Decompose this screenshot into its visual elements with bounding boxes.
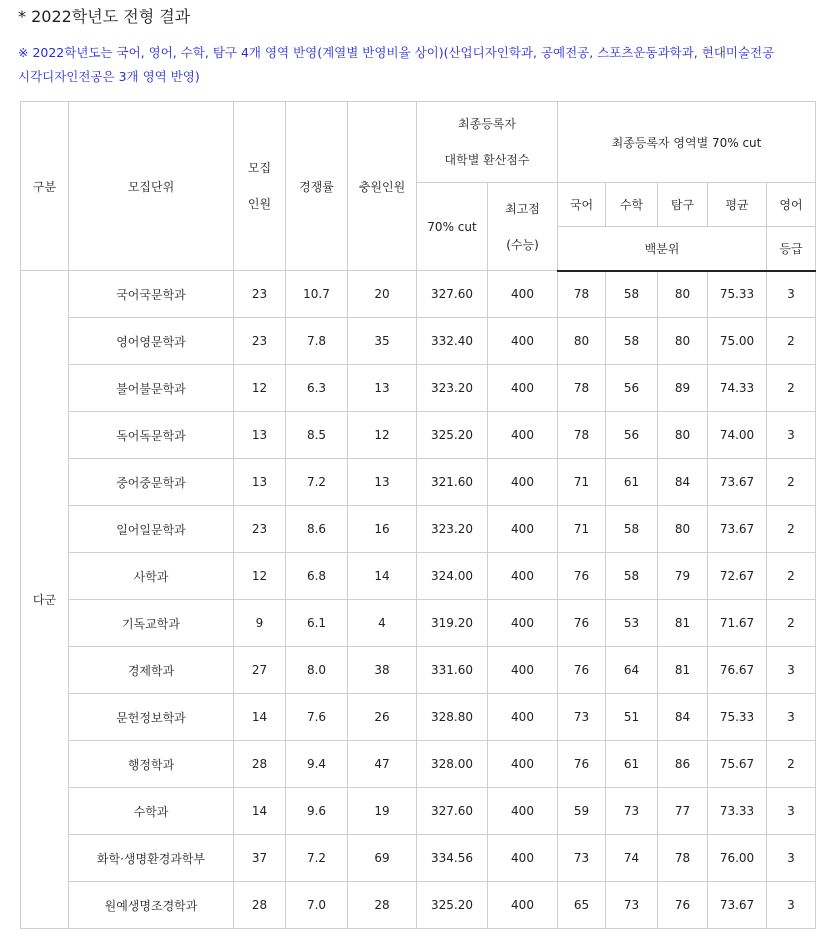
- english-grade-cell: 2: [767, 741, 816, 788]
- additional-cell: 47: [348, 741, 417, 788]
- unit-cell: 국어국문학과: [69, 271, 234, 318]
- korean-cell: 71: [558, 459, 606, 506]
- max-score-cell: 400: [488, 882, 558, 929]
- additional-cell: 13: [348, 459, 417, 506]
- average-cell: 73.33: [708, 788, 767, 835]
- additional-cell: 14: [348, 553, 417, 600]
- max-score-cell: 400: [488, 835, 558, 882]
- header-percentile: 백분위: [558, 227, 767, 271]
- korean-cell: 76: [558, 647, 606, 694]
- table-row: [21, 600, 816, 647]
- header-max-line1: 최고점: [505, 201, 540, 216]
- competition-cell: 6.8: [286, 553, 348, 600]
- max-score-cell: 400: [488, 788, 558, 835]
- quota-cell: 12: [234, 553, 286, 600]
- inquiry-cell: 84: [658, 694, 708, 741]
- max-score-cell: 400: [488, 600, 558, 647]
- max-score-cell: 400: [488, 647, 558, 694]
- header-english-grade: 등급: [767, 227, 816, 271]
- header-inquiry: 탐구: [658, 183, 708, 227]
- average-cell: 72.67: [708, 553, 767, 600]
- inquiry-cell: 76: [658, 882, 708, 929]
- additional-cell: 12: [348, 412, 417, 459]
- competition-cell: 6.1: [286, 600, 348, 647]
- header-math: 수학: [606, 183, 658, 227]
- max-score-cell: 400: [488, 365, 558, 412]
- korean-cell: 76: [558, 600, 606, 647]
- unit-cell: 중어중문학과: [69, 459, 234, 506]
- competition-cell: 8.5: [286, 412, 348, 459]
- average-cell: 71.67: [708, 600, 767, 647]
- cut70-cell: 325.20: [417, 412, 488, 459]
- notice-text: [18, 41, 836, 89]
- table-row: [21, 647, 816, 694]
- table-row: [21, 271, 816, 318]
- inquiry-cell: 78: [658, 835, 708, 882]
- quota-cell: 27: [234, 647, 286, 694]
- cut70-cell: 321.60: [417, 459, 488, 506]
- competition-cell: 7.0: [286, 882, 348, 929]
- additional-cell: 19: [348, 788, 417, 835]
- unit-cell: 일어일문학과: [69, 506, 234, 553]
- notice-line: ※ 2022학년도는 국어, 영어, 수학, 탐구 4개 영역 반영(계열별 반영비율 상이)(산업디자인학과, 공예전공, 스포츠운동과학과, 현대미술전공: [18, 45, 775, 60]
- table-row: [21, 788, 816, 835]
- math-cell: 56: [606, 412, 658, 459]
- quota-cell: 23: [234, 506, 286, 553]
- english-grade-cell: 2: [767, 365, 816, 412]
- math-cell: 73: [606, 882, 658, 929]
- additional-cell: 4: [348, 600, 417, 647]
- math-cell: 58: [606, 318, 658, 365]
- english-grade-cell: 3: [767, 882, 816, 929]
- english-grade-cell: 2: [767, 600, 816, 647]
- competition-cell: 6.3: [286, 365, 348, 412]
- table-row: [21, 506, 816, 553]
- inquiry-cell: 79: [658, 553, 708, 600]
- math-cell: 74: [606, 835, 658, 882]
- cut70-cell: 328.80: [417, 694, 488, 741]
- unit-cell: 불어불문학과: [69, 365, 234, 412]
- competition-cell: 8.6: [286, 506, 348, 553]
- korean-cell: 78: [558, 271, 606, 318]
- inquiry-cell: 80: [658, 506, 708, 553]
- max-score-cell: 400: [488, 553, 558, 600]
- average-cell: 73.67: [708, 459, 767, 506]
- inquiry-cell: 81: [658, 600, 708, 647]
- competition-cell: 8.0: [286, 647, 348, 694]
- inquiry-cell: 77: [658, 788, 708, 835]
- cut70-cell: 328.00: [417, 741, 488, 788]
- unit-cell: 원예생명조경학과: [69, 882, 234, 929]
- max-score-cell: 400: [488, 318, 558, 365]
- korean-cell: 76: [558, 741, 606, 788]
- header-final-score-line2: 대학별 환산점수: [444, 153, 530, 167]
- max-score-cell: 400: [488, 459, 558, 506]
- unit-cell: 행정학과: [69, 741, 234, 788]
- max-score-cell: 400: [488, 506, 558, 553]
- header-english: 영어: [767, 183, 816, 227]
- quota-cell: 12: [234, 365, 286, 412]
- english-grade-cell: 3: [767, 788, 816, 835]
- average-cell: 75.67: [708, 741, 767, 788]
- header-max: [488, 183, 558, 271]
- table-row: [21, 365, 816, 412]
- cut70-cell: 323.20: [417, 506, 488, 553]
- additional-cell: 28: [348, 882, 417, 929]
- average-cell: 76.00: [708, 835, 767, 882]
- math-cell: 64: [606, 647, 658, 694]
- cut70-cell: 332.40: [417, 318, 488, 365]
- quota-cell: 9: [234, 600, 286, 647]
- table-row: [21, 741, 816, 788]
- inquiry-cell: 84: [658, 459, 708, 506]
- header-unit: 모집단위: [69, 102, 234, 271]
- math-cell: 58: [606, 553, 658, 600]
- math-cell: 58: [606, 271, 658, 318]
- inquiry-cell: 81: [658, 647, 708, 694]
- additional-cell: 26: [348, 694, 417, 741]
- average-cell: 75.00: [708, 318, 767, 365]
- quota-cell: 13: [234, 412, 286, 459]
- english-grade-cell: 2: [767, 318, 816, 365]
- unit-cell: 수학과: [69, 788, 234, 835]
- header-korean: 국어: [558, 183, 606, 227]
- max-score-cell: 400: [488, 694, 558, 741]
- korean-cell: 59: [558, 788, 606, 835]
- header-quota-line2: 인원: [247, 197, 272, 211]
- english-grade-cell: 3: [767, 271, 816, 318]
- table-row: [21, 882, 816, 929]
- page-title: * 2022학년도 전형 결과: [18, 7, 191, 26]
- quota-cell: 28: [234, 882, 286, 929]
- quota-cell: 23: [234, 318, 286, 365]
- english-grade-cell: 2: [767, 506, 816, 553]
- math-cell: 61: [606, 741, 658, 788]
- average-cell: 75.33: [708, 271, 767, 318]
- table-row: [21, 318, 816, 365]
- english-grade-cell: 3: [767, 694, 816, 741]
- unit-cell: 기독교학과: [69, 600, 234, 647]
- competition-cell: 7.6: [286, 694, 348, 741]
- competition-cell: 7.2: [286, 459, 348, 506]
- unit-cell: 경제학과: [69, 647, 234, 694]
- competition-cell: 7.8: [286, 318, 348, 365]
- inquiry-cell: 80: [658, 271, 708, 318]
- cut70-cell: 319.20: [417, 600, 488, 647]
- quota-cell: 28: [234, 741, 286, 788]
- notice-line: 시각디자인전공은 3개 영역 반영): [18, 69, 200, 84]
- english-grade-cell: 2: [767, 459, 816, 506]
- inquiry-cell: 86: [658, 741, 708, 788]
- header-final-score: [417, 102, 558, 183]
- average-cell: 73.67: [708, 882, 767, 929]
- header-competition: 경쟁률: [286, 102, 348, 271]
- average-cell: 73.67: [708, 506, 767, 553]
- cut70-cell: 334.56: [417, 835, 488, 882]
- cut70-cell: 325.20: [417, 882, 488, 929]
- table-row: [21, 553, 816, 600]
- math-cell: 56: [606, 365, 658, 412]
- inquiry-cell: 80: [658, 412, 708, 459]
- max-score-cell: 400: [488, 271, 558, 318]
- quota-cell: 23: [234, 271, 286, 318]
- table-row: [21, 459, 816, 506]
- max-score-cell: 400: [488, 412, 558, 459]
- header-final-score-line1: 최종등록자: [458, 117, 516, 131]
- inquiry-cell: 80: [658, 318, 708, 365]
- unit-cell: 영어영문학과: [69, 318, 234, 365]
- unit-cell: 문헌정보학과: [69, 694, 234, 741]
- table-row: [21, 694, 816, 741]
- unit-cell: 사학과: [69, 553, 234, 600]
- additional-cell: 35: [348, 318, 417, 365]
- quota-cell: 13: [234, 459, 286, 506]
- max-score-cell: 400: [488, 741, 558, 788]
- header-additional: 충원인원: [348, 102, 417, 271]
- additional-cell: 13: [348, 365, 417, 412]
- inquiry-cell: 89: [658, 365, 708, 412]
- math-cell: 73: [606, 788, 658, 835]
- korean-cell: 65: [558, 882, 606, 929]
- quota-cell: 14: [234, 694, 286, 741]
- cut70-cell: 327.60: [417, 271, 488, 318]
- unit-cell: 독어독문학과: [69, 412, 234, 459]
- english-grade-cell: 3: [767, 835, 816, 882]
- english-grade-cell: 3: [767, 412, 816, 459]
- cut70-cell: 331.60: [417, 647, 488, 694]
- header-quota-line1: 모집: [247, 161, 272, 175]
- additional-cell: 20: [348, 271, 417, 318]
- competition-cell: 9.6: [286, 788, 348, 835]
- unit-cell: 화학·생명환경과학부: [69, 835, 234, 882]
- quota-cell: 14: [234, 788, 286, 835]
- table-row: [21, 412, 816, 459]
- quota-cell: 37: [234, 835, 286, 882]
- math-cell: 58: [606, 506, 658, 553]
- korean-cell: 76: [558, 553, 606, 600]
- additional-cell: 69: [348, 835, 417, 882]
- average-cell: 74.33: [708, 365, 767, 412]
- table-row: [21, 835, 816, 882]
- header-quota: [234, 102, 286, 271]
- header-average: 평균: [708, 183, 767, 227]
- cut70-cell: 327.60: [417, 788, 488, 835]
- english-grade-cell: 2: [767, 553, 816, 600]
- additional-cell: 16: [348, 506, 417, 553]
- division-cell: 다군: [21, 271, 69, 929]
- korean-cell: 78: [558, 365, 606, 412]
- korean-cell: 71: [558, 506, 606, 553]
- additional-cell: 38: [348, 647, 417, 694]
- competition-cell: 7.2: [286, 835, 348, 882]
- cut70-cell: 323.20: [417, 365, 488, 412]
- average-cell: 74.00: [708, 412, 767, 459]
- admission-results-table: [20, 101, 816, 929]
- header-area-cut: 최종등록자 영역별 70% cut: [558, 102, 816, 183]
- header-cut70: 70% cut: [417, 183, 488, 271]
- average-cell: 76.67: [708, 647, 767, 694]
- header-division: 구분: [21, 102, 69, 271]
- math-cell: 53: [606, 600, 658, 647]
- korean-cell: 73: [558, 694, 606, 741]
- competition-cell: 10.7: [286, 271, 348, 318]
- english-grade-cell: 3: [767, 647, 816, 694]
- cut70-cell: 324.00: [417, 553, 488, 600]
- competition-cell: 9.4: [286, 741, 348, 788]
- average-cell: 75.33: [708, 694, 767, 741]
- math-cell: 51: [606, 694, 658, 741]
- korean-cell: 78: [558, 412, 606, 459]
- korean-cell: 80: [558, 318, 606, 365]
- header-max-line2: (수능): [506, 237, 539, 252]
- math-cell: 61: [606, 459, 658, 506]
- korean-cell: 73: [558, 835, 606, 882]
